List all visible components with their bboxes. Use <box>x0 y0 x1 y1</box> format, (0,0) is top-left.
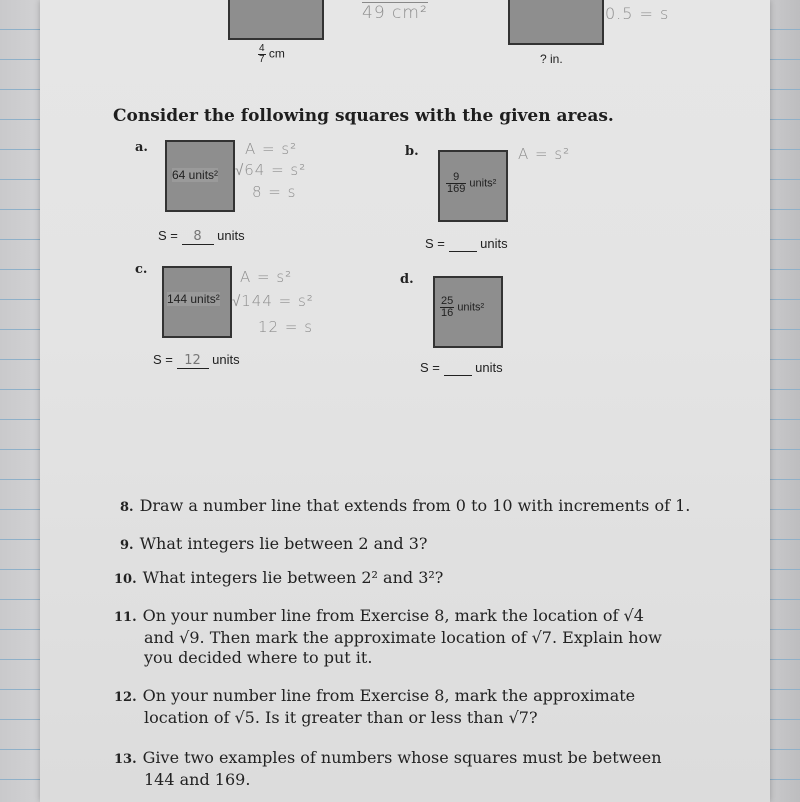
units-a: units <box>217 228 245 243</box>
section-heading: Consider the following squares with the given areas. <box>113 106 614 126</box>
answer-c-blank[interactable]: 12 <box>177 352 209 369</box>
top-hand-area: 49 cm² <box>362 3 428 23</box>
exercise-11: 11. On your number line from Exercise 8, mark the location of √4 and √9. Then mark the approximate location of √7. Explain how you decided where to put it. <box>114 606 662 667</box>
s-label-a: S = <box>158 228 178 243</box>
frac-den: 7 <box>259 54 265 65</box>
b-unit: units² <box>469 177 497 190</box>
exercise-13: 13. Give two examples of numbers whose squares must be between 144 and 169. <box>114 748 662 789</box>
exercise-12-line1: On your number line from Exercise 8, mark the approximate <box>142 686 636 705</box>
d-den: 16 <box>441 307 454 319</box>
work-a-1: A = s² <box>245 140 298 158</box>
top-hand-right: 0.5 = s <box>605 4 670 23</box>
d-unit: units² <box>457 301 485 314</box>
label-b: b. <box>405 144 419 159</box>
d-num: 25 <box>441 295 454 307</box>
units-b: units <box>480 236 508 251</box>
s-label-c: S = <box>153 352 173 367</box>
square-c-area: 144 units² <box>167 292 220 306</box>
square-b-area <box>446 172 496 195</box>
label-a: a. <box>135 140 148 155</box>
square-a-area: 64 units² <box>172 168 219 182</box>
answer-b-blank[interactable] <box>449 236 477 252</box>
units-c: units <box>212 352 240 367</box>
exercise-11-line2: and √9. Then mark the approximate location of √7. Explain how <box>144 628 662 647</box>
work-c-3: 12 = s <box>258 318 314 336</box>
b-num: 9 <box>446 172 466 184</box>
frac-num: 4 <box>259 43 265 54</box>
units-d: units <box>475 360 503 375</box>
work-a-3: 8 = s <box>252 183 297 201</box>
exercise-12: 12. On your number line from Exercise 8, mark the approximate location of √5. Is it greater than or less than √7? <box>114 686 636 727</box>
answer-b <box>425 236 508 252</box>
exercise-11-line3: you decided where to put it. <box>144 648 373 667</box>
exercise-8: 8. Draw a number line that extends from 0 to 10 with increments of 1. <box>120 496 691 515</box>
answer-c <box>153 352 240 369</box>
exercise-9: 9. What integers lie between 2 and 3? <box>120 534 428 553</box>
exercise-13-line2: 144 and 169. <box>144 770 251 789</box>
work-a-2: √64 = s² <box>235 161 307 179</box>
label-d: d. <box>400 272 414 287</box>
cm-label: cm <box>268 46 285 61</box>
exercise-8-text: Draw a number line that extends from 0 to 10 with increments of 1. <box>139 496 691 515</box>
top-square-left <box>228 0 324 40</box>
exercise-12-line2: location of √5. Is it greater than or less than √7? <box>144 708 538 727</box>
answer-a <box>158 228 245 245</box>
b-den: 169 <box>447 183 466 195</box>
s-label-d: S = <box>420 360 440 375</box>
exercise-9-text: What integers lie between 2 and 3? <box>139 534 428 553</box>
exercise-10-text: What integers lie between 2² and 3²? <box>142 568 444 587</box>
s-label-b: S = <box>425 236 445 251</box>
work-b-1: A = s² <box>518 145 571 163</box>
worksheet-page <box>40 0 770 802</box>
answer-d <box>420 360 503 376</box>
square-d-area <box>440 296 484 319</box>
work-c-1: A = s² <box>240 268 293 286</box>
exercise-10: 10. What integers lie between 2² and 3²? <box>114 568 444 587</box>
answer-d-blank[interactable] <box>444 360 472 376</box>
top-square-right <box>508 0 604 45</box>
top-left-label <box>258 44 285 65</box>
exercise-11-line1: On your number line from Exercise 8, mark the location of √4 <box>142 606 644 625</box>
work-c-2: √144 = s² <box>232 292 314 310</box>
label-c: c. <box>135 262 148 277</box>
top-right-label: ? in. <box>540 52 563 66</box>
exercise-13-line1: Give two examples of numbers whose squares must be between <box>142 748 662 767</box>
answer-a-blank[interactable]: 8 <box>182 228 214 245</box>
